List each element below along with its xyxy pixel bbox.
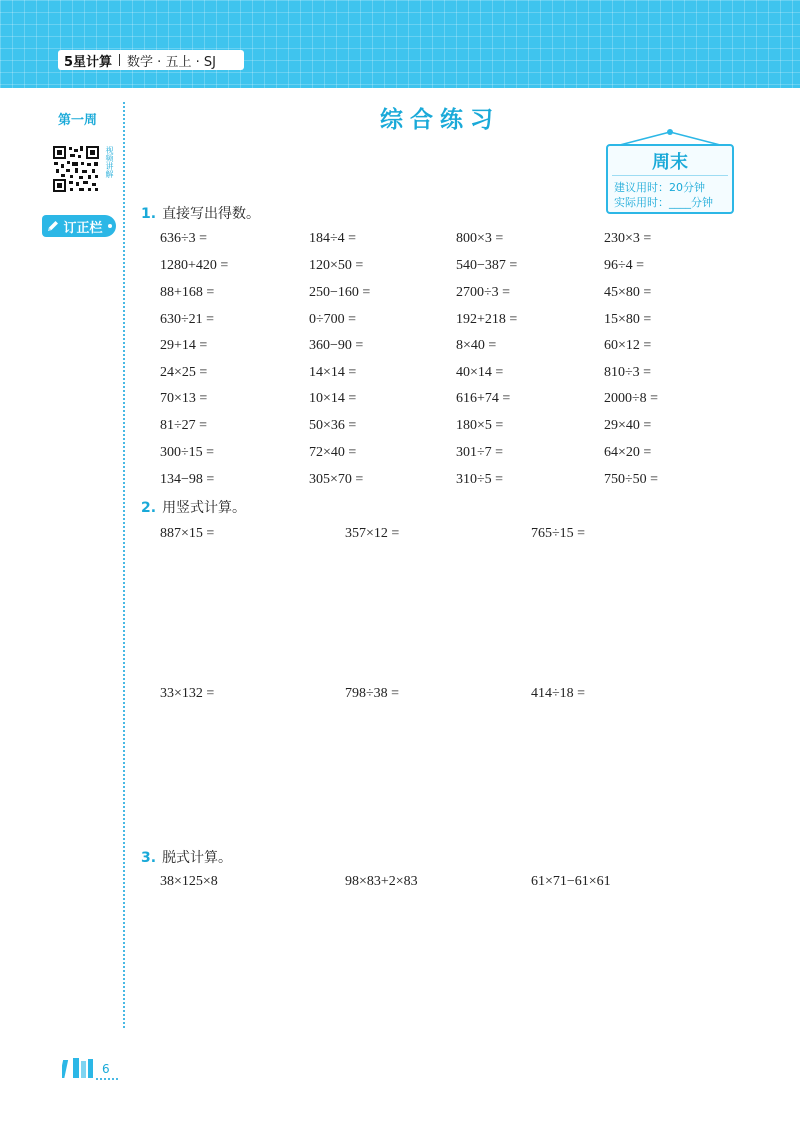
oral-item: 310÷5 =: [456, 472, 504, 487]
oral-item: 630÷21 =: [160, 312, 215, 327]
oral-item: 810÷3 =: [604, 365, 652, 380]
vertical-calc-item: 765÷15 =: [531, 526, 586, 541]
oral-item: 134−98 =: [160, 472, 215, 487]
section-2-heading: [141, 497, 246, 517]
stepwise-calc-item: 98×83+2×83: [345, 874, 418, 889]
oral-item: 750÷50 =: [604, 472, 659, 487]
section-2-number: 2.: [141, 500, 157, 516]
oral-item: 45×80 =: [604, 285, 652, 300]
oral-item: 96÷4 =: [604, 258, 645, 273]
oral-item: 2700÷3 =: [456, 285, 511, 300]
qr-caption: 视频讲解: [105, 146, 114, 178]
oral-item: 14×14 =: [309, 365, 357, 380]
oral-item: 120×50 =: [309, 258, 364, 273]
page-number: 6: [102, 1062, 110, 1076]
vertical-calc-item: 357×12 =: [345, 526, 400, 541]
week-label: 第一周: [58, 113, 98, 128]
page-title: 综合练习: [380, 107, 500, 133]
oral-item: 300÷15 =: [160, 445, 215, 460]
oral-item: 192+218 =: [456, 312, 518, 327]
section-3-number: 3.: [141, 850, 157, 866]
actual-time[interactable]: 实际用时：____分钟: [614, 196, 713, 209]
section-3-heading: [141, 847, 232, 867]
vertical-calc-item: 414÷18 =: [531, 686, 586, 701]
oral-item: 50×36 =: [309, 418, 357, 433]
qr-code-icon[interactable]: [52, 145, 100, 193]
oral-item: 230×3 =: [604, 231, 652, 246]
oral-item: 616+74 =: [456, 391, 511, 406]
section-3-instruction: 脱式计算。: [162, 850, 233, 866]
oral-item: 72×40 =: [309, 445, 357, 460]
oral-item: 60×12 =: [604, 338, 652, 353]
oral-item: 29×40 =: [604, 418, 652, 433]
header-band: [0, 0, 800, 88]
suggested-time: 建议用时：20分钟: [614, 181, 705, 194]
section-1-heading: [141, 203, 260, 223]
oral-item: 0÷700 =: [309, 312, 357, 327]
section-2-instruction: 用竖式计算。: [162, 500, 247, 516]
correction-label: 订正栏: [63, 220, 103, 236]
series-meta: 数学 · 五上 · SJ: [127, 54, 216, 70]
oral-item: 64×20 =: [604, 445, 652, 460]
oral-item: 40×14 =: [456, 365, 504, 380]
series-label: [58, 50, 244, 70]
weekend-card: [606, 128, 734, 214]
oral-item: 360−90 =: [309, 338, 364, 353]
oral-item: 8×40 =: [456, 338, 497, 353]
oral-item: 81÷27 =: [160, 418, 208, 433]
oral-item: 29+14 =: [160, 338, 208, 353]
margin-divider: [123, 102, 125, 1028]
oral-item: 305×70 =: [309, 472, 364, 487]
oral-item: 88+168 =: [160, 285, 215, 300]
oral-item: 2000÷8 =: [604, 391, 659, 406]
stepwise-calc-item: 61×71−61×61: [531, 874, 611, 889]
vertical-calc-item: 33×132 =: [160, 686, 215, 701]
oral-item: 10×14 =: [309, 391, 357, 406]
oral-item: 800×3 =: [456, 231, 504, 246]
weekend-card-rule: [612, 175, 728, 176]
oral-item: 250−160 =: [309, 285, 371, 300]
oral-item: 15×80 =: [604, 312, 652, 327]
vertical-calc-item: 887×15 =: [160, 526, 215, 541]
correction-column-tag: [42, 215, 116, 237]
series-brand: 5星计算: [64, 54, 113, 70]
oral-item: 24×25 =: [160, 365, 208, 380]
pencil-icon: [46, 219, 60, 233]
vertical-calc-item: 798÷38 =: [345, 686, 400, 701]
page-number-underline: [96, 1078, 118, 1080]
oral-item: 184÷4 =: [309, 231, 357, 246]
series-separator: [119, 54, 120, 66]
oral-item: 180×5 =: [456, 418, 504, 433]
oral-item: 540−387 =: [456, 258, 518, 273]
oral-item: 636÷3 =: [160, 231, 208, 246]
weekend-day: 周末: [652, 152, 688, 173]
section-1-number: 1.: [141, 206, 157, 222]
oral-item: 1280+420 =: [160, 258, 229, 273]
stepwise-calc-item: 38×125×8: [160, 874, 218, 889]
tag-dot: [108, 224, 112, 228]
section-1-instruction: 直接写出得数。: [162, 206, 261, 222]
oral-item: 70×13 =: [160, 391, 208, 406]
books-icon: [62, 1056, 128, 1080]
oral-item: 301÷7 =: [456, 445, 504, 460]
